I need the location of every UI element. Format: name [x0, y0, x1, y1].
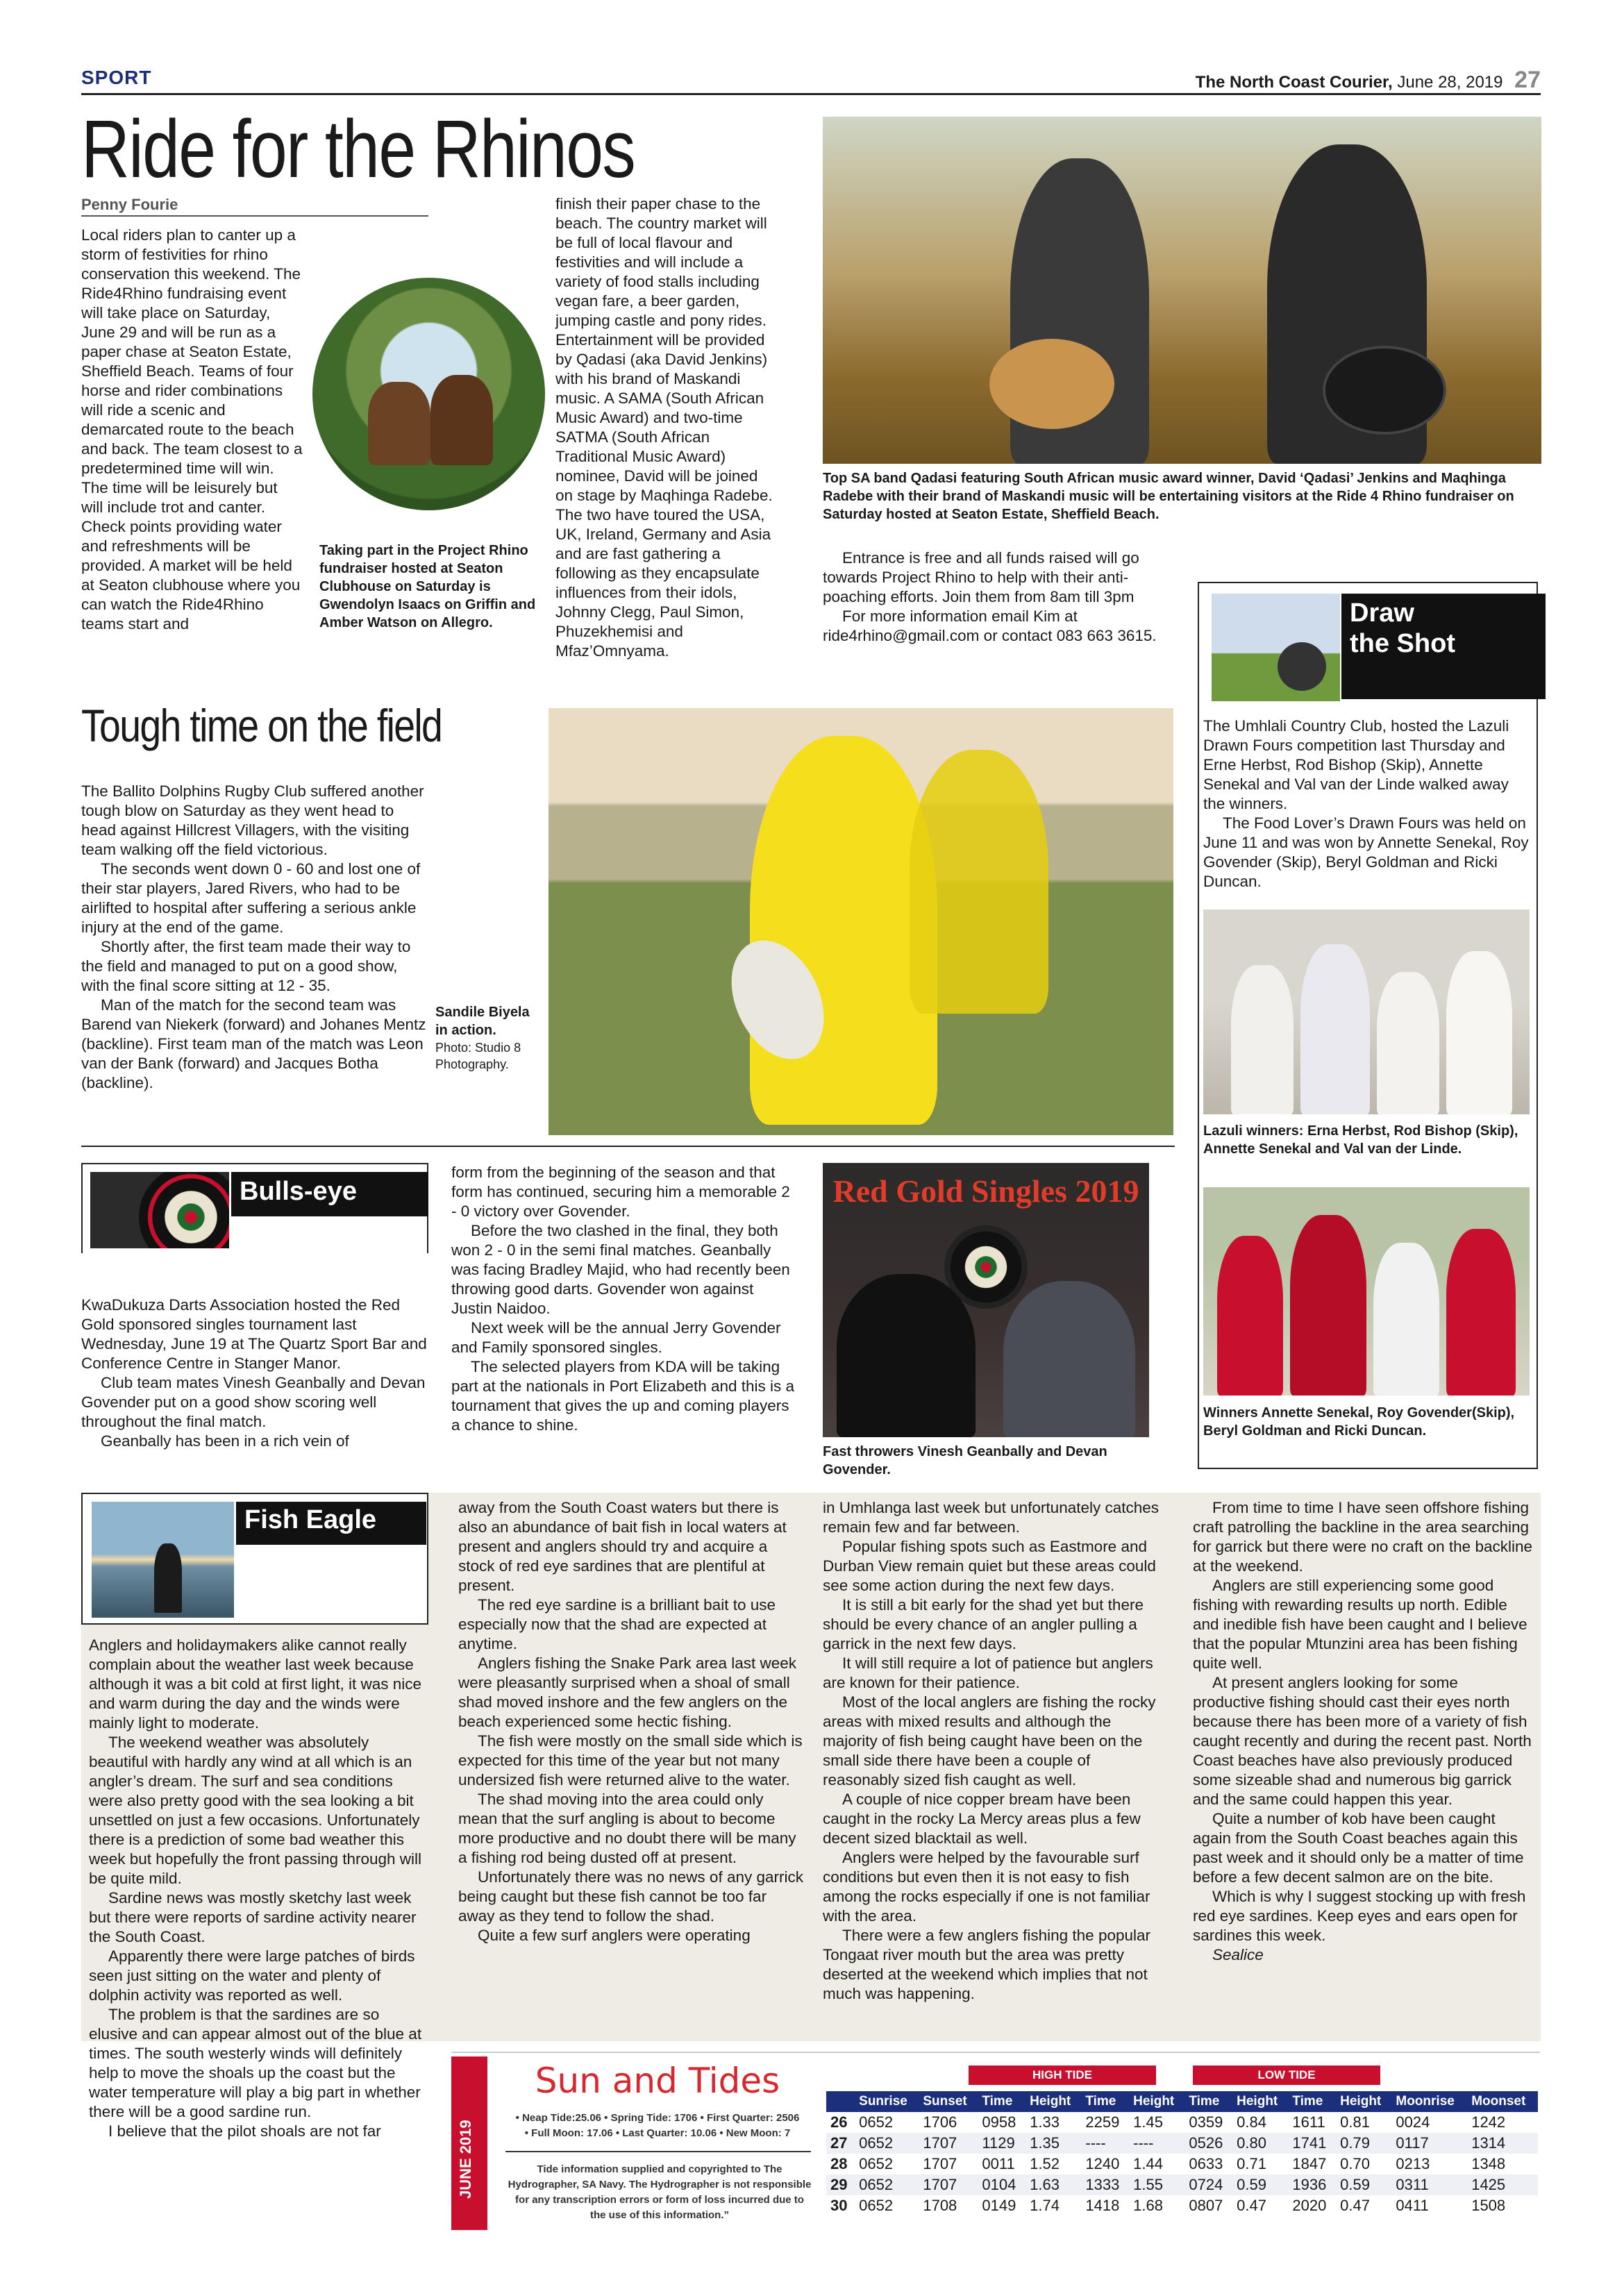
fish-col4-p3: At present anglers looking for some productive fishing should cast their eyes north because there has been more of a variety of fish caught recently and during the recent past. North Coast beaches have also previously produced some sizeable shad and numerous big garrick and the same could happen this year.: [1193, 1674, 1532, 1808]
tides-row: [826, 2175, 1538, 2195]
bullseye-col1-p1: KwaDukuza Darts Association hosted the Red Gold sponsored singles tournament last Wednesday, June 19 at The Quartz Sport Bar and Conference Centre in Stanger Manor.: [81, 1296, 427, 1372]
tides-cell: 1707: [919, 2175, 978, 2195]
tides-cell: 1936: [1288, 2175, 1336, 2195]
tides-cell: 1.35: [1026, 2133, 1081, 2154]
tides-cell: 1508: [1471, 2197, 1506, 2214]
tides-cell: 1418: [1085, 2197, 1120, 2214]
tides-cell: 0.59: [1232, 2175, 1288, 2195]
tides-title: Sun and Tides: [535, 2061, 780, 2101]
bullseye-col2-p2: Before the two clashed in the final, they both won 2 - 0 in the semi final matches. Geanbally was facing Bradley Majid, who had recently been throwing good darts. Govender won against Justin Naidoo.: [451, 1222, 790, 1317]
band-caption: Top SA band Qadasi featuring South African music award winner, David ‘Qadasi’ Jenkins and Maqhinga Radebe with their brand of Maskandi music will be entertaining visitors at the Ride 4 Rhino fundraiser on Saturday hosted at Seaton Estate, Sheffield Beach.: [823, 471, 1514, 522]
darts-players-photo: [823, 1163, 1149, 1437]
rhinos-col3-p2: For more information email Kim at ride4rhino@gmail.com or contact 083 663 3615.: [823, 607, 1157, 644]
rhinos-col1: [81, 226, 303, 634]
guitar-icon: [1323, 346, 1446, 435]
tides-cell: 1.33: [1030, 2113, 1060, 2131]
draw-shot-body: [1203, 717, 1530, 891]
tides-cell: 1707: [919, 2133, 978, 2154]
dartboard-photo: [90, 1172, 229, 1248]
tides-cell: 1.45: [1133, 2113, 1163, 2131]
tides-cell: 0213: [1396, 2155, 1430, 2172]
bullseye-col1-p3: Geanbally has been in a rich vein of: [101, 1432, 349, 1450]
tides-cell: 0117: [1391, 2133, 1467, 2154]
tides-col-header: [826, 2091, 855, 2112]
tides-cell: 1847: [1292, 2155, 1327, 2172]
tides-col-header: Height: [1232, 2091, 1288, 2112]
player-figure: [837, 1274, 976, 1437]
fish-col4-p5: Which is why I suggest stocking up with fresh red eye sardines. Keep eyes and ears open for sardines this week.: [1193, 1888, 1526, 1944]
fish-col4-p2: Anglers are still experiencing some good fishing with rewarding results up north. Edible and inedible fish have been caught and I believe that the popular Mtunzini area has been fishing quite well.: [1193, 1577, 1527, 1672]
winner-figure: [1446, 951, 1512, 1114]
tides-col-header: Time: [1184, 2091, 1232, 2112]
draw-shot-title-line1: Draw: [1350, 598, 1414, 628]
tides-cell: 0011: [982, 2155, 1015, 2172]
fish-col4-signoff: Sealice: [1212, 1946, 1264, 1963]
bullseye-col2: [451, 1163, 798, 1435]
fish-col4-p4: Quite a number of kob have been caught again from the South Coast beaches again this past week and it should only be a matter of time before a few decent salmon are on the bite.: [1193, 1810, 1524, 1886]
section-label: SPORT: [81, 67, 152, 88]
tides-cell: 1.68: [1133, 2197, 1163, 2214]
fish-col4: [1193, 1498, 1533, 1965]
winner-figure: [1290, 1215, 1366, 1396]
fish-col1-p6: I believe that the pilot shoals are not far: [108, 2122, 381, 2140]
tides-cell: 0104: [978, 2175, 1026, 2195]
fish-eagle-title: Fish Eagle: [236, 1502, 426, 1545]
tides-cell: 0.70: [1340, 2155, 1370, 2172]
draw-shot-p2: The Food Lover’s Drawn Fours was held on June 11 and was won by Annette Senekal, Roy Govender (Skip), Beryl Goldman and Ricki Duncan.: [1203, 814, 1529, 890]
winner-figure: [1446, 1229, 1516, 1396]
fish-col3-p1: in Umhlanga last week but unfortunately catches remain few and far between.: [823, 1499, 1160, 1536]
tides-cell: 0652: [855, 2133, 919, 2154]
tides-disclaimer: Tide information supplied and copyrighted to The Hydrographer, SA Navy. The Hydrographer is not responsible for any transcription errors or form of loss incurred due to the use of this information.”: [508, 2163, 812, 2221]
tides-cell: 1314: [1467, 2133, 1538, 2154]
tides-cell: 1741: [1288, 2133, 1336, 2154]
tides-cell: 1129: [978, 2133, 1026, 2154]
tides-col-header: Moonrise: [1391, 2091, 1467, 2112]
tides-moon-line2: • Full Moon: 17.06 • Last Quarter: 10.06 • New Moon: 7: [524, 2127, 791, 2139]
tides-cell: 0.80: [1232, 2133, 1288, 2154]
paper-name: The North Coast Courier,: [1195, 73, 1393, 92]
tides-cell: 26: [830, 2113, 848, 2131]
tides-cell: ----: [1081, 2133, 1129, 2154]
rugby-caption-bold: Sandile Biyela in action.: [435, 1005, 530, 1038]
tides-cell: 0.47: [1340, 2197, 1370, 2214]
rugby-p1: The Ballito Dolphins Rugby Club suffered another tough blow on Saturday as they went head to head against Hillcrest Villagers, with the visiting team walking off the field victorious.: [81, 782, 424, 858]
tides-cell: 0.59: [1336, 2175, 1391, 2195]
tides-cell: 0.47: [1237, 2197, 1266, 2214]
tides-cell: 1.55: [1129, 2175, 1184, 2195]
bullseye-col1: [81, 1296, 428, 1451]
fish-col2-p1: away from the South Coast waters but there is also an abundance of bait fish in local waters at present and anglers should try and acquire a stock of red eye sardines that are plentiful at present.: [458, 1499, 787, 1594]
guitar-icon: [989, 339, 1114, 429]
tides-cell: 0652: [859, 2155, 894, 2172]
tides-cell: 0359: [1189, 2113, 1223, 2131]
tides-cell: 0.84: [1237, 2113, 1266, 2131]
fish-col3-p5: Most of the local anglers are fishing the rocky areas with mixed results and although the majority of fish being caught have been on the small side there have been a couple of reasonably sized fish caught as well.: [823, 1693, 1156, 1788]
tides-cell: 0652: [855, 2175, 919, 2195]
fish-col1: [89, 1636, 429, 2141]
rugby-caption-credit: Photo: Studio 8 Photography.: [435, 1041, 521, 1071]
tides-moon-info: [494, 2111, 821, 2141]
tides-col-header: Height: [1129, 2091, 1184, 2112]
tides-cell: 0.81: [1340, 2113, 1370, 2131]
tides-cell: 0024: [1396, 2113, 1430, 2131]
tides-cell: 0.71: [1237, 2155, 1266, 2172]
winner-figure: [1377, 972, 1439, 1114]
fish-col3-p8: There were a few anglers fishing the popular Tongaat river mouth but the area was pretty deserted at the weekend which implies that not much was happening.: [823, 1927, 1151, 2002]
tides-cell: 0.79: [1336, 2133, 1391, 2154]
horse-caption: Taking part in the Project Rhino fundraiser hosted at Seaton Clubhouse on Saturday is Gwendolyn Isaacs on Griffin and Amber Watson on Allegro.: [319, 543, 536, 630]
tides-cell: 29: [826, 2175, 855, 2195]
bowl-ball-icon: [1278, 642, 1326, 691]
rhinos-col2: [451, 194, 778, 661]
issue-date: June 28, 2019: [1397, 73, 1503, 92]
draw-shot-title-line2: the Shot: [1350, 629, 1455, 658]
high-tide-label: HIGH TIDE: [969, 2065, 1156, 2085]
tides-col-header: Time: [1081, 2091, 1129, 2112]
tides-cell: ----: [1129, 2133, 1184, 2154]
tides-cell: 1240: [1085, 2155, 1120, 2172]
lazuli-winners-photo: [1203, 910, 1530, 1114]
tides-cell: 1.63: [1026, 2175, 1081, 2195]
rhinos-col1-p1: Local riders plan to canter up a storm of festivities for rhino conservation this weekend. The Ride4Rhino fundraising event will take place on Saturday, June 29 and will be run as a paper chase at Seaton Estate, Sheffield Beach. Teams of four horse and rider combinations will ride a scenic and demarcated route to the beach and back. The team closest to a predetermined time will win. The time will be leisurely but will include trot and canter. Check points providing water and refreshments will be provided. A market will be held at Seaton clubhouse where you can watch the Ride4Rhino teams start and: [81, 226, 303, 632]
fish-col2-p2: The red eye sardine is a brilliant bait to use especially now that the shad are expected at anytime.: [458, 1596, 776, 1652]
fish-col3: [823, 1498, 1170, 2004]
band-photo: [823, 117, 1541, 464]
rugby-headline: Tough time on the field: [81, 700, 442, 751]
fish-col1-p3: Sardine news was mostly sketchy last week but there were reports of sardine activity nearer the South Coast.: [89, 1889, 417, 1945]
tides-header-row: [826, 2091, 1538, 2112]
tides-cell: 1.44: [1133, 2155, 1163, 2172]
winner-figure: [1373, 1243, 1439, 1396]
fish-col3-p7: Anglers were helped by the favourable surf conditions but even then it is not easy to fish among the rocks especially if one is not familiar with the area.: [823, 1849, 1150, 1925]
food-lovers-winners-photo: [1203, 1187, 1530, 1396]
fish-col1-p2: The weekend weather was absolutely beautiful with hardly any wind at all which is an angler’s dream. The surf and sea conditions were also pretty good with the sea looking a bit unsettled on just a few occasions. Unfortunately there is a prediction of some bad weather this week but hopefully the front passing through will be quite mild.: [89, 1734, 422, 1887]
tides-cell: 1706: [923, 2113, 957, 2131]
tides-table-wrap: [826, 2091, 1538, 2216]
rugby-divider: [81, 1146, 1175, 1147]
tides-cell: 2259: [1085, 2113, 1120, 2131]
rhinos-headline: Ride for the Rhinos: [81, 103, 635, 195]
tides-col-header: Height: [1336, 2091, 1391, 2112]
rugby-photo: [549, 708, 1173, 1135]
tides-cell: 0652: [859, 2113, 894, 2131]
darts-banner: Red Gold Singles 2019: [832, 1173, 1139, 1209]
header-rule: [81, 93, 1541, 95]
tides-col-header: Time: [978, 2091, 1026, 2112]
tides-col-header: Moonset: [1467, 2091, 1538, 2112]
page-number: 27: [1514, 67, 1541, 93]
tides-cell: 1707: [923, 2155, 957, 2172]
tides-divider: [505, 2151, 811, 2152]
fish-col2: [458, 1498, 805, 1945]
bullseye-col2-p4: The selected players from KDA will be taking part at the nationals in Port Elizabeth and this is a tournament that gives the up and coming players a chance to shine.: [451, 1358, 795, 1434]
bullseye-col2-p3: Next week will be the annual Jerry Govender and Family sponsored singles.: [451, 1319, 781, 1356]
rhinos-col3: [823, 548, 1177, 646]
tides-moon-line1: • Neap Tide:25.06 • Spring Tide: 1706 • First Quarter: 2506: [515, 2112, 800, 2124]
tides-col-header: Sunrise: [855, 2091, 919, 2112]
rugby-body: [81, 782, 428, 1093]
food-lovers-caption: Winners Annette Senekal, Roy Govender(Skip), Beryl Goldman and Ricki Duncan.: [1203, 1405, 1515, 1439]
tides-col-header: Time: [1288, 2091, 1336, 2112]
fish-col2-p7: Quite a few surf anglers were operating: [478, 1927, 751, 1944]
rugby-caption: [435, 1003, 539, 1073]
tides-row: [826, 2133, 1538, 2154]
tides-cell: 28: [830, 2155, 848, 2172]
fish-col2-p6: Unfortunately there was no news of any garrick being caught but these fish cannot be too far away as they tend to follow the shad.: [458, 1868, 803, 1925]
tides-cell: 1.52: [1030, 2155, 1060, 2172]
bowls-photo: [1212, 594, 1340, 701]
draw-shot-title: [1341, 594, 1546, 699]
fish-col1-p4: Apparently there were large patches of birds seen just sitting on the water and plenty of dolphin activity was reported as well.: [89, 1947, 415, 2004]
tides-cell: 0807: [1189, 2197, 1223, 2214]
rhinos-byline: Penny Fourie: [81, 196, 428, 217]
tides-col-header: Sunset: [919, 2091, 978, 2112]
winner-figure: [1231, 965, 1294, 1114]
fish-col2-p4: The fish were mostly on the small side which is expected for this time of the year but not many undersized fish were returned alive to the water.: [458, 1732, 803, 1788]
rugby-p2: The seconds went down 0 - 60 and lost one of their star players, Jared Rivers, who had to be airlifted to hospital after suffering a serious ankle injury at the end of the game.: [81, 860, 421, 936]
tides-cell: 1425: [1467, 2175, 1538, 2195]
bullseye-col1-p2: Club team mates Vinesh Geanbally and Devan Govender put on a good show scoring well throughout the final match.: [81, 1374, 426, 1430]
rhinos-col3-p1: Entrance is free and all funds raised will go towards Project Rhino to help with their anti-poaching efforts. Join them from 8am till 3pm: [823, 549, 1139, 605]
tides-cell: 1.74: [1030, 2197, 1060, 2214]
tides-cell: 0652: [859, 2197, 894, 2214]
rhinos-col2-p1: finish their paper chase to the beach. The country market will be full of local flavour and festivities and will include a variety of food stalls including vegan fare, a beer garden, jumping castle and pony rides. Entertainment will be provided by Qadasi (aka David Jenkins) with his brand of Maskandi music. A SAMA (South African Music Award) and two-time SATMA (South African Traditional Music Award) nominee, David will be joined on stage by Maqhinga Radebe. The two have toured the USA, UK, Ireland, Germany and Asia and are fast gathering a following as they encapsulate influences from their idols, Johnny Clegg, Paul Simon, Phuzekhemisi and Mfaz’Omnyama.: [555, 195, 773, 660]
rugby-p3: Shortly after, the first team made their way to the field and managed to put on a good show, with the final score sitting at 12 - 35.: [81, 938, 411, 994]
angler-photo: [92, 1502, 234, 1618]
fish-col1-p1: Anglers and holidaymakers alike cannot really complain about the weather last week because although it was a bit cold at first light, it was nice and warm during the day and the winds were mainly light to moderate.: [89, 1636, 421, 1732]
fish-col4-p1: From time to time I have seen offshore fishing craft patrolling the backline in the area searching for garrick but there were no craft on the backline at the weekend.: [1193, 1499, 1533, 1575]
lazuli-caption: Lazuli winners: Erna Herbst, Rod Bishop (Skip), Annette Senekal and Val van der Linde.: [1203, 1123, 1518, 1157]
darts-caption: Fast throwers Vinesh Geanbally and Devan Govender.: [823, 1444, 1107, 1477]
tides-cell: 2020: [1292, 2197, 1327, 2214]
player-figure: [1003, 1281, 1135, 1437]
fish-col2-p5: The shad moving into the area could only mean that the surf angling is about to become more productive and no doubt there will be many a fishing rod being dusted off at present.: [458, 1791, 796, 1866]
angler-figure: [154, 1543, 182, 1613]
tides-cell: 0633: [1189, 2155, 1223, 2172]
tides-cell: 1611: [1292, 2113, 1325, 2131]
tides-month-strip: [451, 2056, 487, 2230]
tides-cell: 0149: [982, 2197, 1016, 2214]
dartboard-icon: [139, 1172, 229, 1248]
rugby-p4: Man of the match for the second team was Barend van Niekerk (forward) and Johanes Mentz (backline). First team man of the match was Leon van der Bank (forward) and Jacques Botha (backline).: [81, 996, 426, 1091]
tides-cell: 0526: [1184, 2133, 1232, 2154]
player-figure: [910, 750, 1048, 1014]
tides-row: [826, 2195, 1538, 2216]
low-tide-label: LOW TIDE: [1193, 2065, 1380, 2085]
bullseye-title: Bulls-eye: [231, 1172, 428, 1216]
tides-cell: 1242: [1471, 2113, 1506, 2131]
fish-col2-p3: Anglers fishing the Snake Park area last week were pleasantly surprised when a shoal of small shad moved inshore and the few anglers on the beach experienced some hectic fishing.: [458, 1654, 796, 1730]
tides-row: [826, 2112, 1538, 2133]
draw-shot-p1: The Umhlali Country Club, hosted the Lazuli Drawn Fours competition last Thursday and Erne Herbst, Rod Bishop (Skip), Annette Senekal and Val van der Linde walked away the winners.: [1203, 717, 1509, 812]
tides-table: [826, 2091, 1538, 2216]
fish-col1-p5: The problem is that the sardines are so elusive and can appear almost out of the blue at times. The south westerly winds will definitely help to move the shoals up the coast but the water temperature will play a big part in whether there will be a good sardine run.: [89, 2006, 422, 2120]
fish-col3-p6: A couple of nice copper bream have been caught in the rocky La Mercy areas plus a few decent sized blacktail as well.: [823, 1791, 1141, 1847]
tides-cell: 27: [826, 2133, 855, 2154]
tides-cell: 0411: [1396, 2197, 1429, 2214]
fish-col3-p2: Popular fishing spots such as Eastmore and Durban View remain quiet but these areas could see some action during the next few days.: [823, 1538, 1156, 1594]
tides-cell: 30: [830, 2197, 848, 2214]
tides-month: JUNE 2019: [457, 2120, 474, 2199]
winner-figure: [1300, 944, 1370, 1114]
horse-figure: [368, 382, 430, 465]
tides-row: [826, 2154, 1538, 2175]
tides-col-header: Height: [1026, 2091, 1081, 2112]
tides-cell: 0311: [1391, 2175, 1467, 2195]
tides-cell: 0958: [982, 2113, 1016, 2131]
tides-cell: 1708: [923, 2197, 957, 2214]
fish-col3-p3: It is still a bit early for the shad yet but there should be every chance of an angler pulling a garrick in the next few days.: [823, 1596, 1144, 1652]
winner-figure: [1217, 1236, 1283, 1396]
tides-cell: 0724: [1184, 2175, 1232, 2195]
fish-col3-p4: It will still require a lot of patience but anglers are known for their patience.: [823, 1654, 1153, 1691]
tides-cell: 1333: [1081, 2175, 1129, 2195]
masthead-info: [1196, 67, 1541, 94]
bullseye-col2-p1: form from the beginning of the season and that form has continued, securing him a memorable 2 - 0 victory over Govender.: [451, 1164, 790, 1220]
tides-cell: 1348: [1471, 2155, 1506, 2172]
